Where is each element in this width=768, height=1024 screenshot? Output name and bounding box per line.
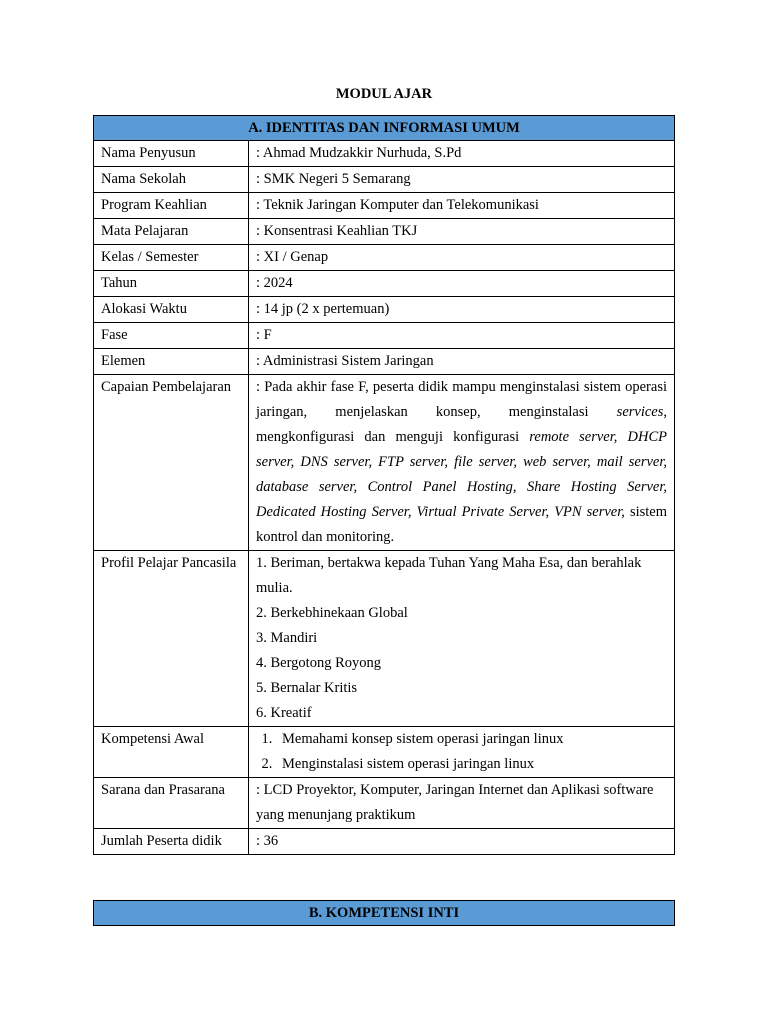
table-row [94, 297, 675, 323]
row-value: : F [249, 323, 675, 349]
capaian-label: Capaian Pembelajaran [94, 375, 249, 551]
row-label: Elemen [94, 349, 249, 375]
profil-item: 6. Kreatif [256, 705, 312, 721]
capaian-text-3: sistem kontrol dan monitoring. [256, 504, 667, 545]
section-b-header: B. KOMPETENSI INTI [93, 900, 675, 926]
row-label: Nama Penyusun [94, 141, 249, 167]
kompetensi-item: 2. Menginstalasi sistem operasi jaringan linux [276, 752, 667, 777]
capaian-italic-1: services [616, 404, 664, 420]
profil-label: Profil Pelajar Pancasila [94, 551, 249, 727]
table-row [94, 141, 675, 167]
section-a-header: A. IDENTITAS DAN INFORMASI UMUM [94, 116, 675, 141]
row-label: Tahun [94, 271, 249, 297]
jumlah-label: Jumlah Peserta didik [94, 829, 249, 855]
profil-row [94, 551, 675, 727]
row-label: Fase [94, 323, 249, 349]
row-value: : 14 jp (2 x pertemuan) [249, 297, 675, 323]
row-value: : SMK Negeri 5 Semarang [249, 167, 675, 193]
capaian-text-1: : Pada akhir fase F, peserta didik mampu menginstalasi sistem operasi jaringan, menjelaskan konsep, menginstalasi [256, 379, 667, 420]
jumlah-value: : 36 [249, 829, 675, 855]
profil-item: 5. Bernalar Kritis [256, 680, 358, 696]
profil-value [249, 551, 675, 727]
row-label: Mata Pelajaran [94, 219, 249, 245]
section-a-header-row [94, 116, 675, 141]
capaian-value [249, 375, 675, 551]
profil-item: 4. Bergotong Royong [256, 655, 381, 671]
row-value: : Administrasi Sistem Jaringan [249, 349, 675, 375]
table-row [94, 245, 675, 271]
kompetensi-item: 1. Memahami konsep sistem operasi jaringan linux [276, 727, 667, 752]
capaian-text-2: , mengkonfigurasi dan menguji konfigurasi [256, 404, 667, 445]
sarana-value: : LCD Proyektor, Komputer, Jaringan Internet dan Aplikasi software yang menunjang praktikum [249, 778, 675, 829]
kompetensi-value [249, 727, 675, 778]
jumlah-row [94, 829, 675, 855]
table-row [94, 167, 675, 193]
row-value: : Teknik Jaringan Komputer dan Telekomunikasi [249, 193, 675, 219]
row-value: : XI / Genap [249, 245, 675, 271]
row-value: : Ahmad Mudzakkir Nurhuda, S.Pd [249, 141, 675, 167]
row-label: Program Keahlian [94, 193, 249, 219]
row-label: Kelas / Semester [94, 245, 249, 271]
table-row [94, 349, 675, 375]
profil-item: 2. Berkebhinekaan Global [256, 605, 408, 621]
table-row [94, 219, 675, 245]
document-title: MODUL AJAR [335, 86, 433, 102]
profil-item: 1. Beriman, bertakwa kepada Tuhan Yang Maha Esa, dan berahlak mulia. [256, 555, 642, 596]
table-row [94, 323, 675, 349]
capaian-row [94, 375, 675, 551]
identity-table [93, 115, 675, 855]
row-value: : Konsentrasi Keahlian TKJ [249, 219, 675, 245]
table-row [94, 271, 675, 297]
sarana-row [94, 778, 675, 829]
row-label: Nama Sekolah [94, 167, 249, 193]
kompetensi-list [256, 727, 667, 777]
table-row [94, 193, 675, 219]
row-value: : 2024 [249, 271, 675, 297]
profil-item: 3. Mandiri [256, 630, 318, 646]
capaian-italic-2: remote server, DHCP server, DNS server, FTP server, file server, web server, mail server, database server, Control Panel Hosting, Share Hosting Server, Dedicated Hosting Server, Virtual Private Server, VPN server, [256, 429, 667, 520]
kompetensi-label: Kompetensi Awal [94, 727, 249, 778]
sarana-label: Sarana dan Prasarana [94, 778, 249, 829]
row-label: Alokasi Waktu [94, 297, 249, 323]
kompetensi-row [94, 727, 675, 778]
